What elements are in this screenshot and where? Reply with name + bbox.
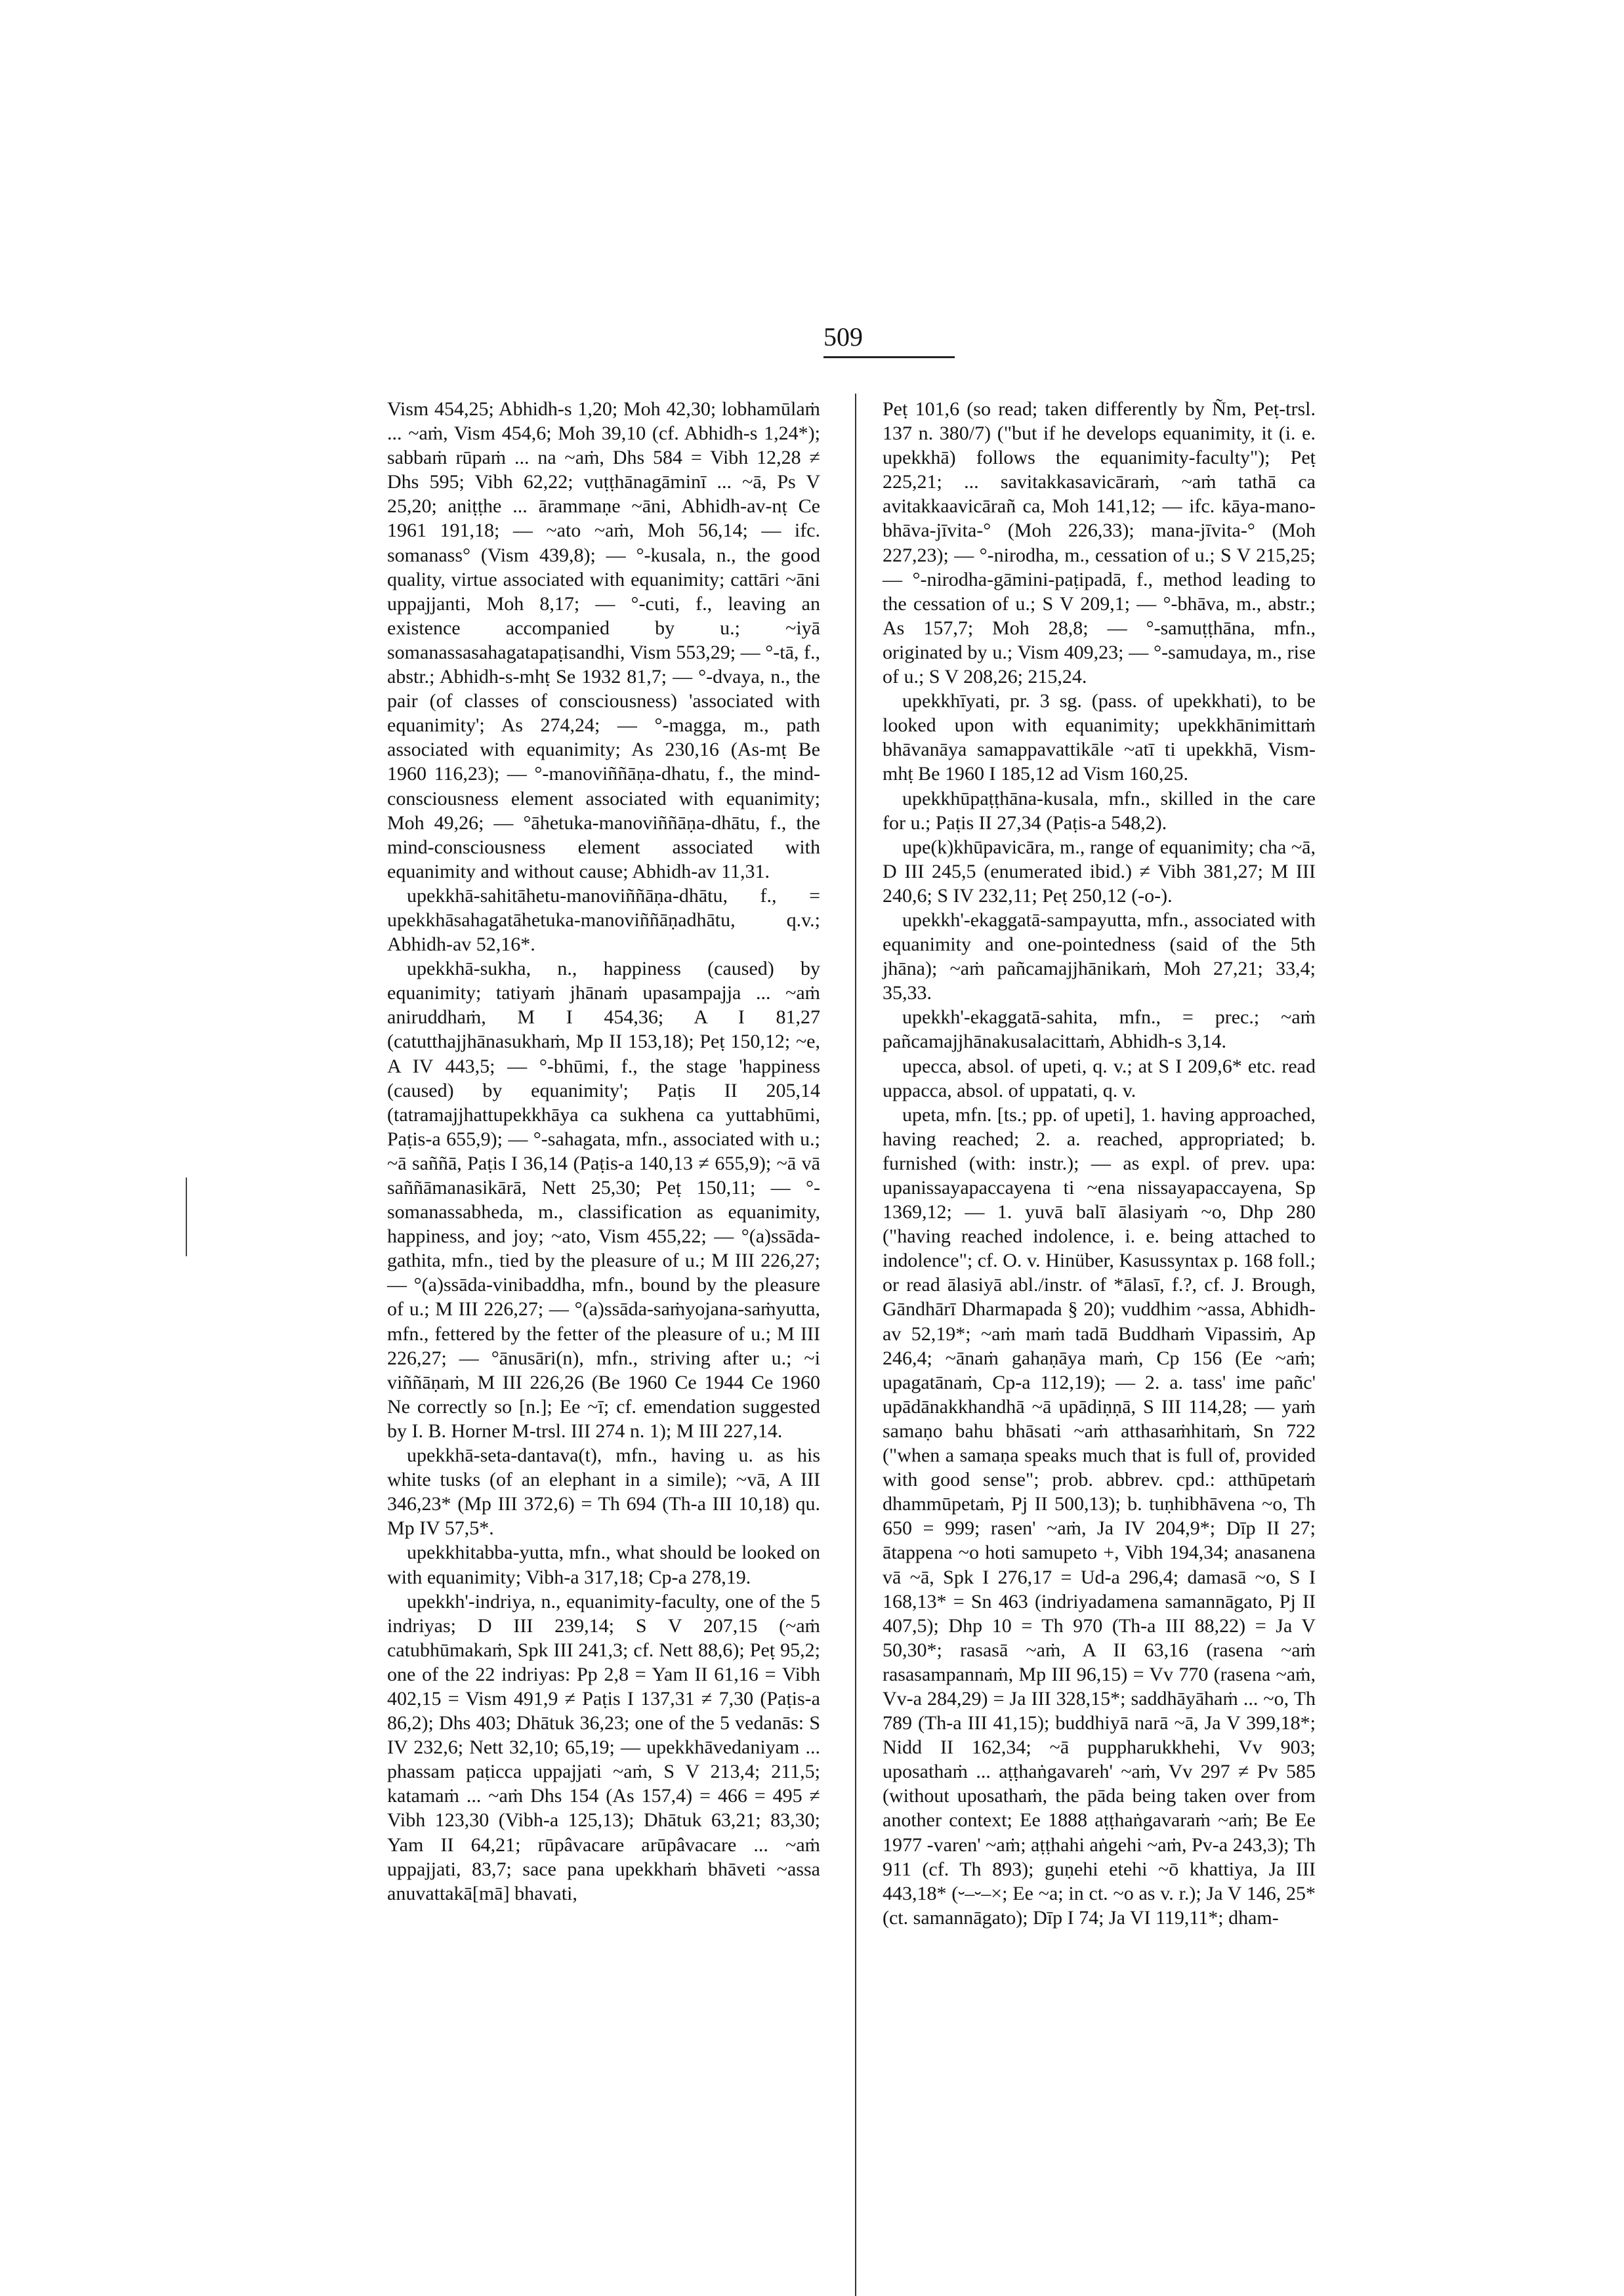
left-column	[387, 397, 820, 1906]
entry-upecca: upecca, absol. of upeti, q. v.; at S I 209,6* etc. read uppacca, absol. of uppatati, q. v.	[883, 1055, 1316, 1101]
page-number: 509	[823, 322, 863, 352]
header-rule	[823, 356, 955, 358]
entry-upekkhupatthana-kusala: upekkhūpaṭṭhāna-kusala, mfn., skilled in the care for u.; Paṭis II 27,34 (Paṭis-a 548,2).	[883, 787, 1316, 834]
entry-upekkhitabba-yutta: upekkhitabba-yutta, mfn., what should be looked on with equanimity; Vibh-a 317,18; Cp-a 278,19.	[387, 1542, 820, 1588]
entry-continuation: Vism 454,25; Abhidh-s 1,20; Moh 42,30; lobhamūlaṁ ... ~aṁ, Vism 454,6; Moh 39,10 (cf. Abhidh-s 1,24*); sabbaṁ rūpaṁ ... na ~aṁ, Dhs 584 = Vibh 12,28 ≠ Dhs 595; Vibh 62,22; vuṭṭhānagāminī ... ~ā, Ps V 25,20; aniṭṭhe ... ārammaṇe ~āni, Abhidh-av-nṭ Ce 1961 191,18; — ~ato ~aṁ, Moh 56,14; — ifc. somanass° (Vism 439,8); — °-kusala, n., the good quality, virtue associated with equanimity; cattāri ~āni uppajjanti, Moh 8,17; — °-cuti, f., leaving an existence accompanied by u.; ~iyā somanassasahagatapaṭisandhi, Vism 553,29; — °-tā, f., abstr.; Abhidh-s-mhṭ Se 1932 81,7; — °-dvaya, n., the pair (of classes of consciousness) 'associated with equanimity'; As 274,24; — °-magga, m., path associated with equanimity; As 230,16 (As-mṭ Be 1960 116,23); — °-manoviññāṇa-dhatu, f., the mind-consciousness element associated with equanimity; Moh 49,26; — °āhetuka-manoviññāṇa-dhātu, f., the mind-consciousness element associated with equanimity and without cause; Abhidh-av 11,31.	[387, 398, 820, 882]
entry-upekkha-seta-dantavat: upekkhā-seta-dantava(t), mfn., having u. as his white tusks (of an elephant in a simile); ~vā, A III 346,23* (Mp III 372,6) = Th 694 (Th-a III 10,18) qu. Mp IV 57,5*.	[387, 1445, 820, 1540]
entry-upeta: upeta, mfn. [ts.; pp. of upeti], 1. having approached, having reached; 2. a. reached, appropriated; b. furnished (with: instr.); — as expl. of prev. upa: upanissayapaccayena ti ~ena nissayapaccayena, Sp 1369,12; — 1. yuvā balī ālasiyaṁ ~o, Dhp 280 ("having reached indolence, i. e. being attached to indolence"; cf. O. v. Hinüber, Kasussyntax p. 168 foll.; or read ālasiyā abl./instr. of *ālasī, f.?, cf. J. Brough, Gāndhārī Dharmapada § 20); vuddhim ~assa, Abhidh-av 52,19*; ~aṁ maṁ tadā Buddhaṁ Vipassiṁ, Ap 246,4; ~ānaṁ gahaṇāya maṁ, Cp 156 (Ee ~aṁ; upagatānaṁ, Cp-a 112,19); — 2. a. tass' ime pañc' upādānakkhandhā ~ā upādiṇṇā, S III 114,28; — yaṁ samaṇo bahu bhāsati ~aṁ atthasaṁhitaṁ, Sn 722 ("when a samaṇa speaks much that is full of, provided with good sense"; prob. abbrev. cpd.: atthūpetaṁ dhammūpetaṁ, Pj II 500,13); b. tuṇhibhāvena ~o, Th 650 = 999; rasen' ~aṁ, Ja IV 204,9*; Dīp II 27; ātappena ~o hoti samupeto +, Vibh 194,34; anasanena vā ~ā, Spk I 276,17 = Ud-a 296,4; damasā ~o, S I 168,13* = Sn 463 (indriyadamena samannāgato, Pj II 407,5); Dhp 10 = Th 970 (Th-a III 88,22) = Ja V 50,30*; rasasā ~aṁ, A II 63,16 (rasena ~aṁ rasasampannaṁ, Mp III 96,15) = Vv 770 (rasena ~aṁ, Vv-a 284,29) = Ja III 328,15*; saddhāyāhaṁ ... ~o, Th 789 (Th-a III 41,15); buddhiyā narā ~ā, Ja V 399,18*; Nidd II 162,34; ~ā puppharukkhehi, Vv 903; uposathaṁ ... aṭṭhaṅgavareh' ~aṁ, Vv 297 ≠ Pv 585 (without uposathaṁ, the pāda being taken over from another context; Ee 1888 aṭṭhaṅgavaraṁ ~aṁ; Be Ee 1977 -varen' ~aṁ; aṭṭhahi aṅgehi ~aṁ, Pv-a 243,3); Th 911 (cf. Th 893); guṇehi etehi ~ō khattiya, Ja III 443,18* (⏑–⏑–×; Ee ~a; in ct. ~o as v. r.); Ja V 146, 25* (ct. samannāgato); Dīp I 74; Ja VI 119,11*; dham-	[883, 1103, 1316, 1929]
entry-upekkha-sukha: upekkhā-sukha, n., happiness (caused) by equanimity; tatiyaṁ jhānaṁ upasampajja ... ~aṁ aniruddhaṁ, M I 454,36; A I 81,27 (catutthajjhānasukhaṁ, Mp II 153,18); Peṭ 150,12; ~e, A IV 443,5; — °-bhūmi, f., the stage 'happiness (caused) by equanimity'; Paṭis II 205,14 (tatramajjhattupekkhāya ca sukhena ca yuttabhūmi, Paṭis-a 655,9); — °-sahagata, mfn., associated with u.; ~ā saññā, Paṭis I 36,14 (Paṭis-a 140,13 ≠ 655,9); ~ā vā saññāmanasikārā, Nett 25,30; Peṭ 150,11; — °-somanassabheda, m., classification as equanimity, happiness, and joy; ~ato, Vism 455,22; — °(a)ssāda-gathita, mfn., tied by the pleasure of u.; M III 226,27; — °(a)ssāda-vinibaddha, mfn., bound by the pleasure of u.; M III 226,27; — °(a)ssāda-saṁyojana-saṁyutta, mfn., fettered by the fetter of the pleasure of u.; M III 226,27; — °ānusāri(n), mfn., striving after u.; ~i viññāṇaṁ, M III 226,26 (Be 1960 Ce 1944 Ce 1960 Ne correctly so [n.]; Ee ~ī; cf. emendation suggested by I. B. Horner M-trsl. III 274 n. 1); M III 227,14.	[387, 958, 820, 1442]
column-divider	[855, 394, 856, 2296]
entry-continuation: Peṭ 101,6 (so read; taken differently by Ñm, Peṭ-trsl. 137 n. 380/7) ("but if he develops equanimity, it (i. e. upekkhā) follows the equanimity-faculty"); Peṭ 225,21; ... savitakkasavicāraṁ, ~aṁ tathā ca avitakkaavicārañ ca, Moh 141,12; — ifc. kāya-mano-bhāva-jīvita-° (Moh 226,33); mana-jīvita-° (Moh 227,23); — °-nirodha, m., cessation of u.; S V 215,25; — °-nirodha-gāmini-paṭipadā, f., method leading to the cessation of u.; S V 209,1; — °-bhāva, m., abstr.; As 157,7; Moh 28,8; — °-samuṭṭhāna, mfn., originated by u.; Vism 409,23; — °-samudaya, m., rise of u.; S V 208,26; 215,24.	[883, 398, 1316, 688]
right-column	[883, 397, 1316, 1930]
entry-upekkha-sahitahetu: upekkhā-sahitāhetu-manoviññāṇa-dhātu, f., = upekkhāsahagatāhetuka-manoviññāṇadhātu, q.v.; Abhidh-av 52,16*.	[387, 884, 820, 956]
entry-upekkh-ekaggata-sampayutta: upekkh'-ekaggatā-sampayutta, mfn., associated with equanimity and one-pointedness (said of the 5th jhāna); ~aṁ pañcamajjhānikaṁ, Moh 27,21; 33,4; 35,33.	[883, 909, 1316, 1004]
entry-upekkhupavicara: upe(k)khūpavicāra, m., range of equanimity; cha ~ā, D III 245,5 (enumerated ibid.) ≠ Vibh 381,27; M III 240,6; S IV 232,11; Peṭ 250,12 (-o-).	[883, 836, 1316, 907]
entry-upekkhiyati: upekkhīyati, pr. 3 sg. (pass. of upekkhati), to be looked upon with equanimity; upekkhānimittaṁ bhāvanāya samappavattikāle ~atī ti upekkhā, Vism-mhṭ Be 1960 I 185,12 ad Vism 160,25.	[883, 690, 1316, 785]
margin-mark	[186, 1178, 187, 1256]
entry-upekkh-indriya: upekkh'-indriya, n., equanimity-faculty, one of the 5 indriyas; D III 239,14; S V 207,15 (~aṁ catubhūmakaṁ, Spk III 241,3; cf. Nett 88,6); Peṭ 95,2; one of the 22 indriyas: Pp 2,8 = Yam II 61,16 = Vibh 402,15 = Vism 491,9 ≠ Paṭis I 137,31 ≠ 7,30 (Paṭis-a 86,2); Dhs 403; Dhātuk 36,23; one of the 5 vedanās: S IV 232,6; Nett 32,10; 65,19; — upekkhāvedaniyam ... phassam paṭicca uppajjati ~aṁ, S V 213,4; 211,5; katamaṁ ... ~aṁ Dhs 154 (As 157,4) = 466 = 495 ≠ Vibh 123,30 (Vibh-a 125,13); Dhātuk 63,21; 83,30; Yam II 64,21; rūpâvacare arūpâvacare ... ~aṁ uppajjati, 83,7; sace pana upekkhaṁ bhāveti ~assa anuvattakā[mā] bhavati,	[387, 1590, 820, 1904]
entry-upekkh-ekaggata-sahita: upekkh'-ekaggatā-sahita, mfn., = prec.; ~aṁ pañcamajjhānakusalacittaṁ, Abhidh-s 3,14.	[883, 1006, 1316, 1053]
